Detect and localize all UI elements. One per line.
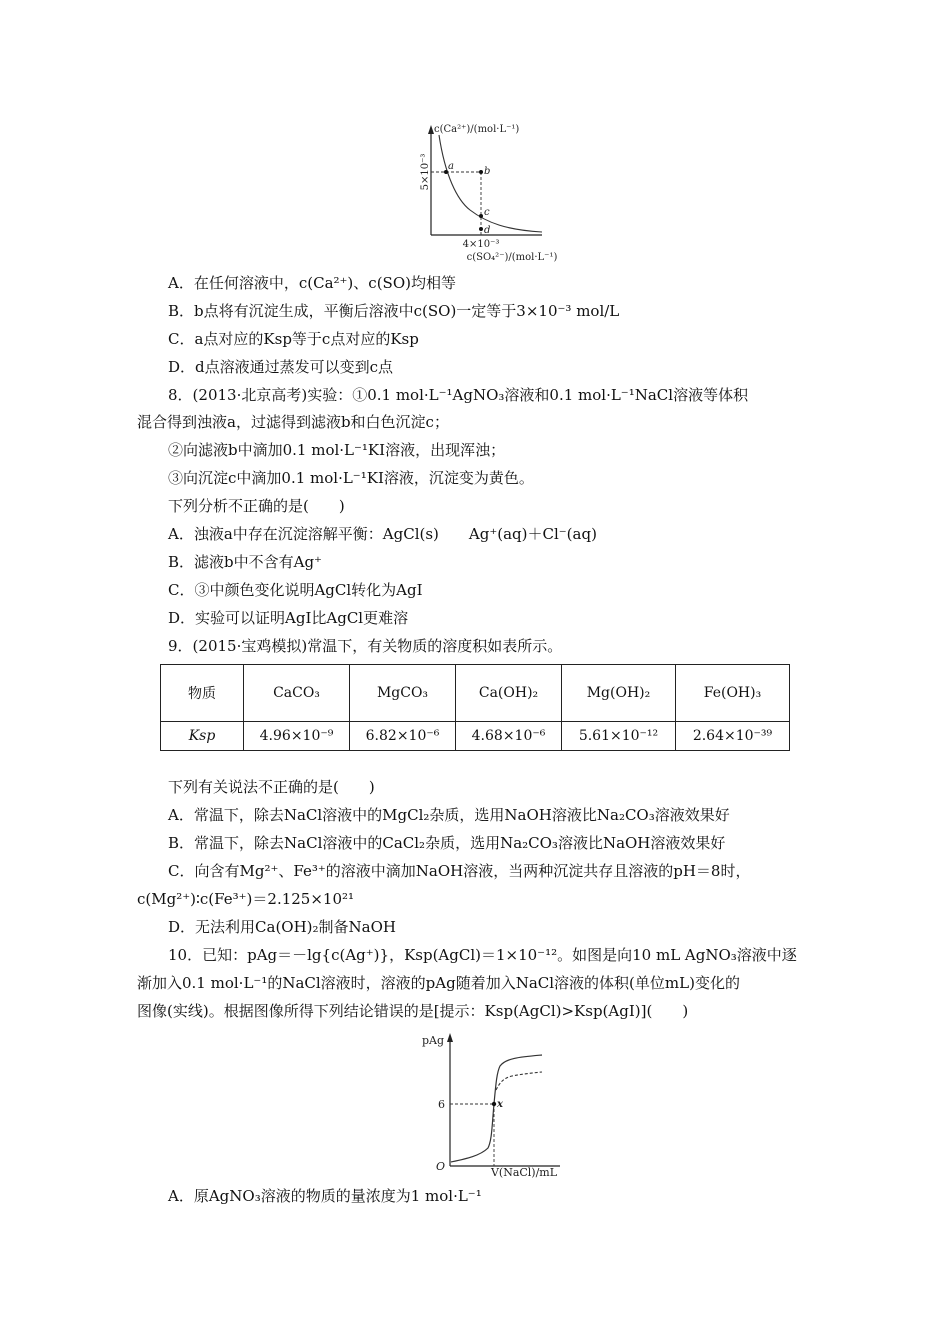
- q8-option-b: B．滤液b中不含有Ag⁺: [168, 553, 322, 571]
- ksp-col-caco3: CaCO₃: [244, 665, 350, 722]
- fig2-origin: O: [436, 1160, 446, 1173]
- q10-line-3: 图像(实线)。根据图像所得下列结论错误的是[提示：Ksp(AgCl)>Ksp(AgI)]( ): [137, 1002, 689, 1020]
- q10-option-a: A．原AgNO₃溶液的物质的量浓度为1 mol·L⁻¹: [168, 1187, 482, 1205]
- fig2-dashed-curve: [496, 1072, 542, 1090]
- fig1-y-tick: 5×10⁻³: [420, 153, 431, 191]
- solubility-curve-figure: [412, 120, 612, 268]
- q10-line-2: 渐加入0.1 mol·L⁻¹的NaCl溶液时，溶液的pAg随着加入NaCl溶液的体积(单位mL)变化的: [137, 974, 740, 992]
- q9-option-c-line2: c(Mg²⁺)∶c(Fe³⁺)＝2.125×10²¹: [137, 890, 355, 908]
- q9-option-a: A．常温下，除去NaCl溶液中的MgCl₂杂质，选用NaOH溶液比Na₂CO₃溶液效果好: [168, 806, 730, 824]
- q8-option-a: A．浊液a中存在沉淀溶解平衡：AgCl(s) Ag⁺(aq)＋Cl⁻(aq): [168, 525, 597, 543]
- q9-intro: 9．(2015·宝鸡模拟)常温下，有关物质的溶度积如表所示。: [168, 637, 563, 655]
- ksp-row-header-ksp: Ksp: [161, 722, 244, 751]
- ksp-value-mgco3: 6.82×10⁻⁶: [350, 722, 456, 751]
- q9-option-d: D．无法利用Ca(OH)₂制备NaOH: [168, 918, 396, 936]
- q8-line-3: ②向滤液b中滴加0.1 mol·L⁻¹KI溶液，出现浑浊；: [168, 441, 506, 459]
- fig1-x-tick: 4×10⁻³: [462, 239, 500, 250]
- ksp-value-mgoh2: 5.61×10⁻¹²: [562, 722, 676, 751]
- fig2-point-label: x: [497, 1099, 503, 1110]
- fig1-label-b: b: [484, 166, 491, 177]
- fig1-label-d: d: [484, 225, 491, 236]
- ksp-table-header-row: [161, 665, 790, 722]
- q7-option-d: D．d点溶液通过蒸发可以变到c点: [168, 358, 394, 376]
- ksp-col-mgoh2: Mg(OH)₂: [562, 665, 676, 722]
- fig1-point-c: [479, 214, 483, 218]
- fig1-label-a: a: [448, 161, 454, 172]
- pag-titration-figure: [420, 1030, 570, 1178]
- fig1-x-label: c(SO₄²⁻)/(mol·L⁻¹): [466, 252, 558, 263]
- q8-line-2: 混合得到浊液a，过滤得到滤液b和白色沉淀c；: [137, 413, 449, 431]
- q8-option-c: C．③中颜色变化说明AgCl转化为AgI: [168, 581, 423, 599]
- q7-option-a: A．在任何溶液中，c(Ca²⁺)、c(SO)均相等: [168, 274, 456, 292]
- ksp-table-value-row: [161, 722, 790, 751]
- fig2-y-tick: 6: [438, 1098, 445, 1111]
- fig1-point-d: [479, 227, 483, 231]
- ksp-value-caoh2: 4.68×10⁻⁶: [456, 722, 562, 751]
- fig2-x-label: V(NaCl)/mL: [490, 1166, 558, 1178]
- q8-option-d: D．实验可以证明AgI比AgCl更难溶: [168, 609, 409, 627]
- ksp-row-header-substance: 物质: [161, 665, 244, 722]
- fig2-point-x: [492, 1102, 496, 1106]
- ksp-col-mgco3: MgCO₃: [350, 665, 456, 722]
- fig1-label-c: c: [484, 207, 490, 218]
- fig1-y-label: c(Ca²⁺)/(mol·L⁻¹): [434, 124, 520, 135]
- ksp-value-caco3: 4.96×10⁻⁹: [244, 722, 350, 751]
- q8-question: 下列分析不正确的是( ): [168, 497, 345, 515]
- fig1-point-b: [479, 170, 483, 174]
- fig2-y-label: pAg: [422, 1034, 445, 1047]
- q9-option-b: B．常温下，除去NaCl溶液中的CaCl₂杂质，选用Na₂CO₃溶液比NaOH溶液效果好: [168, 834, 726, 852]
- q10-line-1: 10．已知：pAg＝－lg{c(Ag⁺)}，Ksp(AgCl)＝1×10⁻¹²。如图是向10 mL AgNO₃溶液中逐: [168, 946, 797, 964]
- ksp-table: [160, 664, 790, 751]
- q7-option-b: B．b点将有沉淀生成，平衡后溶液中c(SO)一定等于3×10⁻³ mol/L: [168, 302, 620, 320]
- ksp-value-feoh3: 2.64×10⁻³⁹: [675, 722, 789, 751]
- fig1-curve: [439, 135, 542, 232]
- q8-line-4: ③向沉淀c中滴加0.1 mol·L⁻¹KI溶液，沉淀变为黄色。: [168, 469, 534, 487]
- ksp-col-caoh2: Ca(OH)₂: [456, 665, 562, 722]
- q8-line-1: 8．(2013·北京高考)实验：①0.1 mol·L⁻¹AgNO₃溶液和0.1 mol·L⁻¹NaCl溶液等体积: [168, 386, 749, 404]
- q7-option-c: C．a点对应的Ksp等于c点对应的Ksp: [168, 330, 419, 348]
- q9-option-c-line1: C．向含有Mg²⁺、Fe³⁺的溶液中滴加NaOH溶液，当两种沉淀共存且溶液的pH＝8时，: [168, 862, 751, 880]
- q9-question: 下列有关说法不正确的是( ): [168, 778, 375, 796]
- ksp-col-feoh3: Fe(OH)₃: [675, 665, 789, 722]
